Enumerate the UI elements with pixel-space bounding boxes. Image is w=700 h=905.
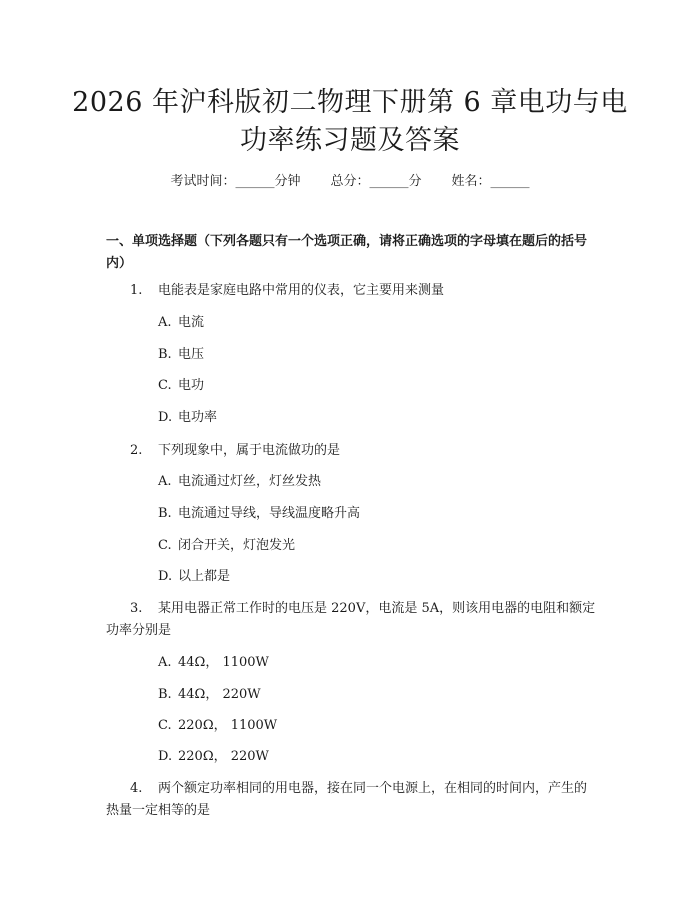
option-text: 44Ω， 1100W [178, 655, 269, 670]
option-3c [158, 716, 277, 736]
option-letter: C. [158, 538, 172, 553]
option-3b [158, 685, 261, 705]
question-1 [106, 280, 596, 302]
option-2d [158, 567, 230, 587]
option-3d [158, 747, 269, 767]
question-number: 1. [130, 283, 143, 298]
exam-time: 考试时间：______分钟 [170, 174, 301, 189]
option-1c [158, 376, 204, 396]
option-text: 电流 [178, 315, 205, 330]
option-letter: B. [158, 347, 172, 362]
question-2 [106, 440, 596, 462]
option-letter: B. [158, 687, 172, 702]
option-3a [158, 653, 269, 673]
option-letter: A. [158, 655, 172, 670]
option-text: 以上都是 [178, 569, 231, 584]
total-score: 总分：______分 [330, 174, 422, 189]
question-3 [106, 598, 596, 642]
option-2a [158, 472, 321, 492]
option-text: 电功 [178, 378, 205, 393]
student-name: 姓名：______ [451, 174, 530, 189]
option-text: 220Ω， 1100W [178, 718, 278, 733]
option-text: 闭合开关，灯泡发光 [178, 538, 296, 553]
question-number: 3. [130, 601, 143, 616]
question-4 [106, 778, 596, 822]
option-1d [158, 408, 217, 428]
option-text: 电流通过导线，导线温度略升高 [178, 506, 361, 521]
section-heading: 一、单项选择题（下列各题只有一个选项正确，请将正确选项的字母填在题后的括号内） [106, 234, 588, 271]
option-text: 电流通过灯丝，灯丝发热 [178, 474, 322, 489]
option-text: 电功率 [178, 410, 218, 425]
question-text: 下列现象中，属于电流做功的是 [158, 443, 341, 458]
document-title [60, 84, 640, 160]
question-number: 2. [130, 443, 143, 458]
option-2c [158, 536, 295, 556]
option-letter: B. [158, 506, 172, 521]
option-text: 44Ω， 220W [178, 687, 261, 702]
title-line-2: 功率练习题及答案 [240, 125, 460, 156]
option-letter: C. [158, 378, 172, 393]
question-text: 电能表是家庭电路中常用的仪表，它主要用来测量 [158, 283, 445, 298]
title-line-1: 2026 年沪科版初二物理下册第 6 章电功与电 [72, 87, 628, 118]
option-letter: D. [158, 749, 173, 764]
option-1a [158, 313, 204, 333]
option-letter: A. [158, 315, 172, 330]
question-text: 两个额定功率相同的用电器，接在同一个电源上，在相同的时间内，产生的热量一定相等的是 [106, 781, 588, 818]
option-text: 电压 [178, 347, 205, 362]
exam-meta [0, 170, 700, 189]
option-letter: D. [158, 410, 173, 425]
option-letter: A. [158, 474, 172, 489]
option-text: 220Ω， 220W [178, 749, 269, 764]
question-number: 4. [130, 781, 143, 796]
option-1b [158, 345, 204, 365]
question-text: 某用电器正常工作时的电压是 220V，电流是 5A，则该用电器的电阻和额定功率分别是 [106, 601, 596, 638]
option-letter: D. [158, 569, 173, 584]
option-letter: C. [158, 718, 172, 733]
option-2b [158, 504, 360, 524]
